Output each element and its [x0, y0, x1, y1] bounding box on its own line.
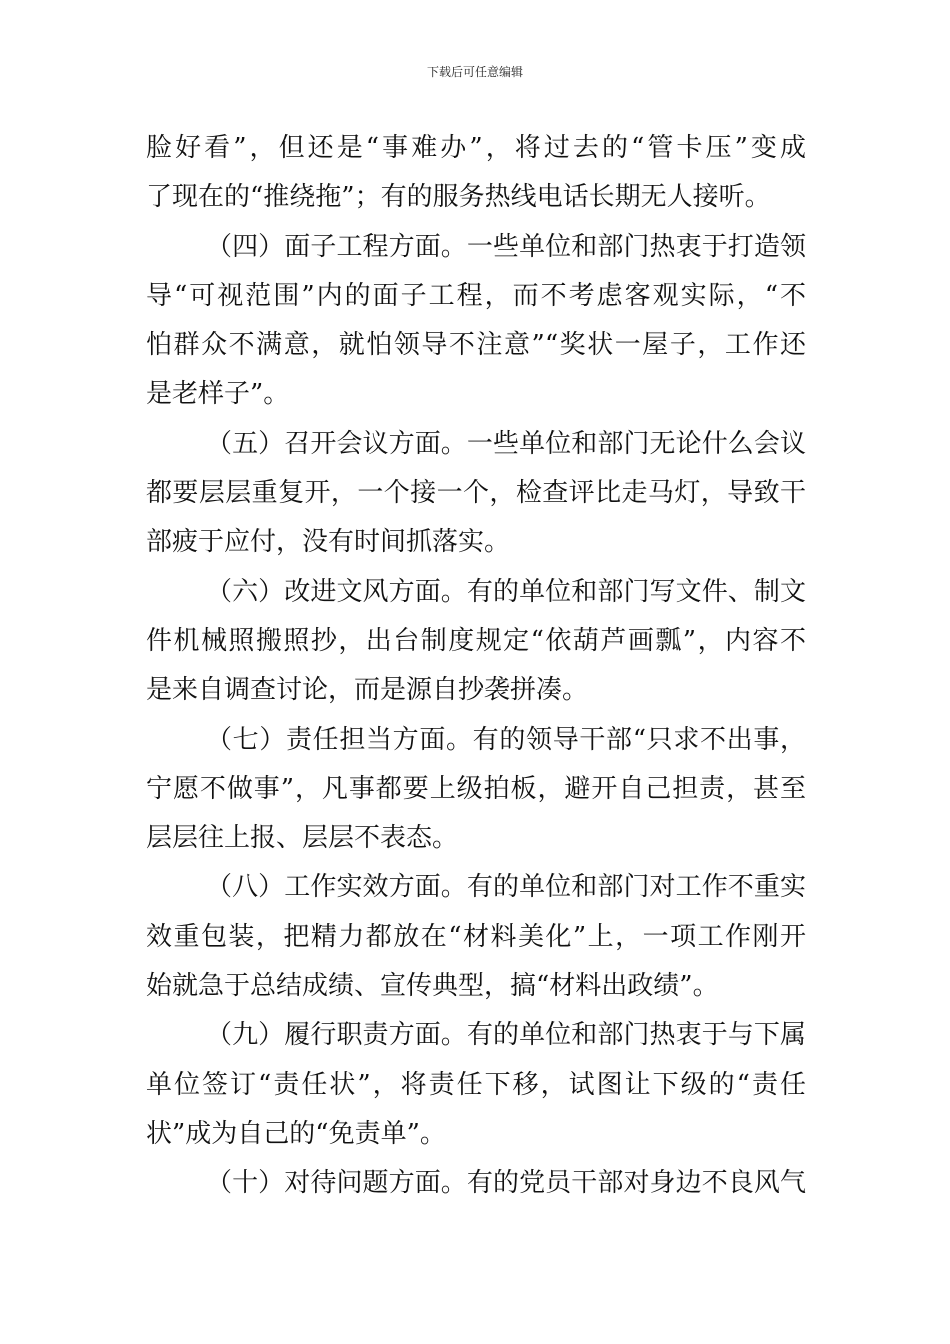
text-line: （四）面子工程方面。一些单位和部门热衷于打造领: [206, 231, 806, 262]
page-header: 下载后可任意编辑: [426, 65, 523, 79]
text-line: 导“可视范围”内的面子工程，而不考虑客观实际，“不: [146, 280, 806, 311]
text-line: （十）对待问题方面。有的党员干部对身边不良风气: [206, 1168, 806, 1199]
text-line: 是老样子”。: [146, 379, 290, 410]
document-body: [146, 124, 806, 1209]
text-line: 了现在的“推绕拖”；有的服务热线电话长期无人接听。: [146, 182, 771, 213]
text-line: 是来自调查讨论，而是源自抄袭拼凑。: [146, 675, 589, 706]
text-line: （七）责任担当方面。有的领导干部“只求不出事，: [206, 724, 806, 755]
text-line: （五）召开会议方面。一些单位和部门无论什么会议: [206, 428, 806, 459]
text-line: 始就急于总结成绩、宣传典型，搞“材料出政绩”。: [146, 971, 719, 1002]
text-line: （六）改进文风方面。有的单位和部门写文件、制文: [206, 576, 806, 607]
text-line: 部疲于应付，没有时间抓落实。: [146, 527, 511, 558]
text-line: 都要层层重复开，一个接一个，检查评比走马灯，导致干: [146, 478, 806, 509]
text-line: 单位签订“责任状”，将责任下移，试图让下级的“责任: [146, 1069, 806, 1100]
text-line: 脸好看”，但还是“事难办”，将过去的“管卡压”变成: [146, 133, 806, 163]
text-line: 件机械照搬照抄，出台制度规定“依葫芦画瓢”，内容不: [146, 625, 806, 656]
text-line: 层层往上报、层层不表态。: [146, 823, 459, 854]
text-line: 怕群众不满意，就怕领导不注意”“奖状一屋子，工作还: [146, 330, 806, 361]
text-line: 效重包装，把精力都放在“材料美化”上，一项工作刚开: [146, 921, 806, 952]
text-line: 宁愿不做事”，凡事都要上级拍板，避开自己担责，甚至: [146, 773, 806, 804]
text-line: （九）履行职责方面。有的单位和部门热衷于与下属: [206, 1020, 806, 1051]
text-line: 状”成为自己的“免责单”。: [146, 1118, 446, 1149]
text-line: （八）工作实效方面。有的单位和部门对工作不重实: [206, 872, 806, 903]
